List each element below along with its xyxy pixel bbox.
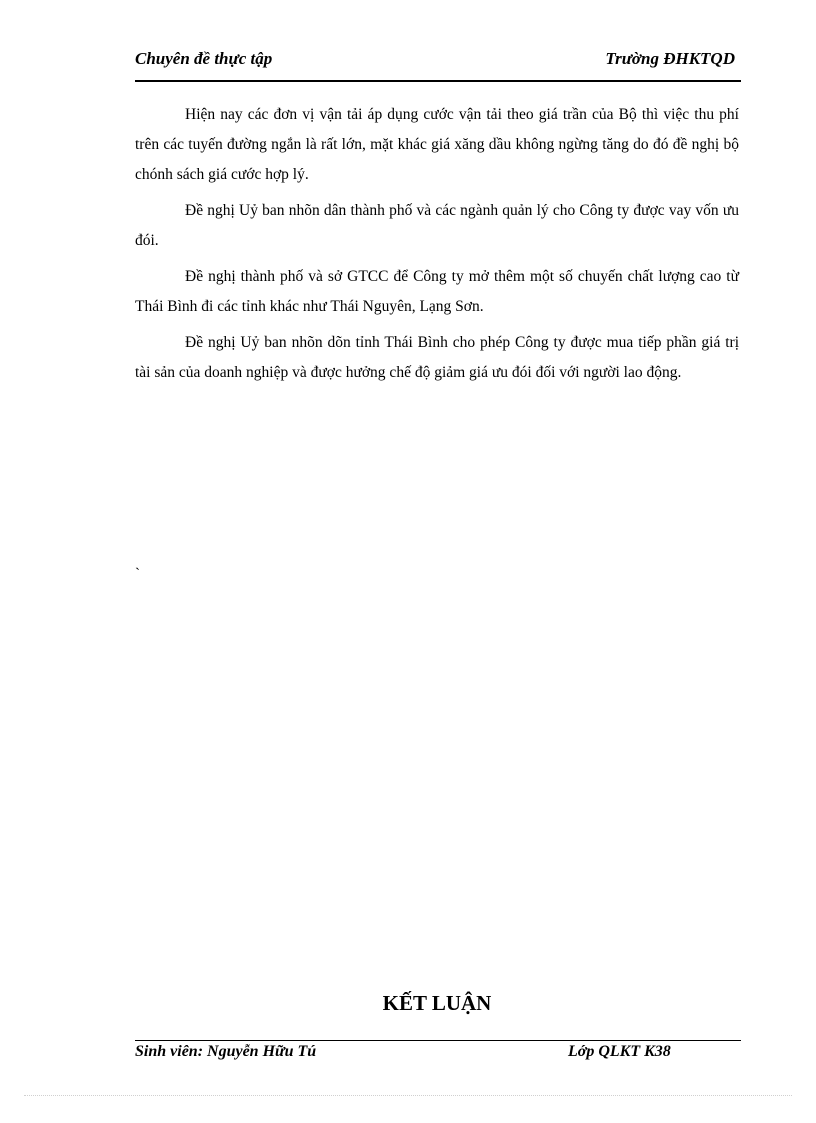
paragraph-freight-pricing: Hiện nay các đơn vị vận tải áp dụng cước vận tải theo giá trần của Bộ thì việc thu phí trên các tuyến đường ngắn là rất lớn, mặt khác giá xăng dầu không ngừng tăng do đó đề nghị bộ chónh sách giá cước hợp lý. (135, 106, 739, 183)
page-header (135, 49, 741, 73)
page-footer (135, 1043, 741, 1065)
body-content (135, 100, 739, 394)
paragraph-high-quality-routes: Đề nghị thành phố và sở GTCC để Công ty mở thêm một số chuyến chất lượng cao từ Thái Bình đi các tỉnh khác như Thái Nguyên, Lạng Sơn. (135, 268, 739, 315)
conclusion-heading: KẾT LUẬN (382, 991, 492, 1015)
header-divider (135, 80, 741, 82)
footer-student-name: Sinh viên: Nguyễn Hữu Tú (135, 1043, 317, 1060)
paragraph-asset-purchase: Đề nghị Uỷ ban nhõn dõn tỉnh Thái Bình cho phép Công ty được mua tiếp phần giá trị tài sản của doanh nghiệp và được hưởng chế độ giảm giá ưu đói đối với người lao động. (135, 334, 739, 381)
paragraph-preferential-loan: Đề nghị Uỷ ban nhõn dân thành phố và các ngành quản lý cho Công ty được vay vốn ưu đói. (135, 202, 739, 249)
page-bottom-border (24, 1095, 792, 1096)
header-school-name: Trường ĐHKTQD (605, 49, 735, 68)
footer-class-name: Lớp QLKT K38 (568, 1043, 671, 1060)
stray-mark: ` (135, 566, 140, 582)
footer-divider (135, 1040, 741, 1041)
header-document-type: Chuyên đề thực tập (135, 49, 273, 68)
